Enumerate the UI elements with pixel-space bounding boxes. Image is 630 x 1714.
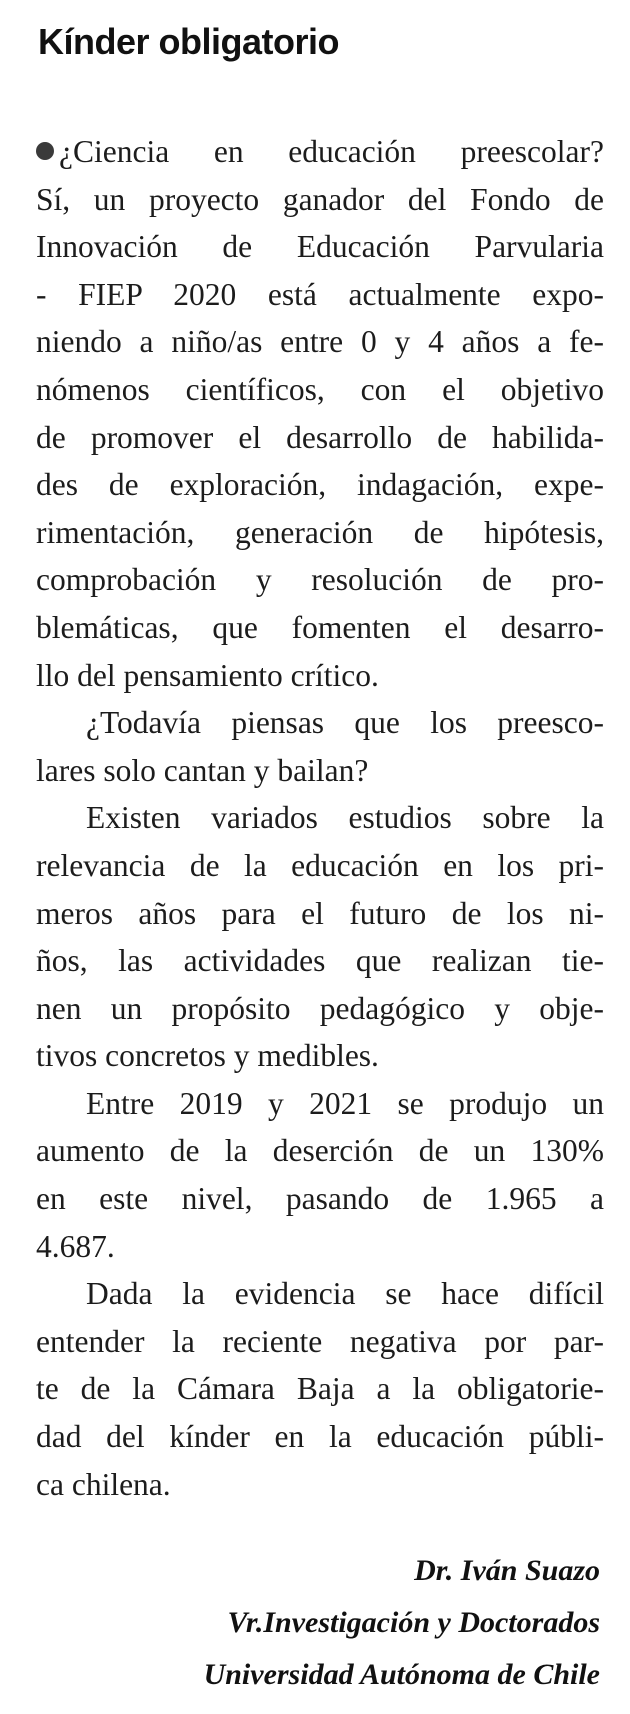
paragraph-line: Dada la evidencia se hace difícil bbox=[86, 1276, 604, 1312]
author-name: Dr. Iván Suazo bbox=[414, 1554, 600, 1587]
paragraph-line: aumento de la deserción de un 130% bbox=[36, 1133, 604, 1169]
paragraph-line: tivos concretos y medibles. bbox=[36, 1038, 379, 1074]
paragraph-line: niendo a niño/as entre 0 y 4 años a fe- bbox=[36, 324, 604, 360]
paragraph-line: ca chilena. bbox=[36, 1466, 171, 1502]
author-position: Vr.Investigación y Doctorados bbox=[227, 1606, 600, 1639]
paragraph-line: - FIEP 2020 está actualmente expo- bbox=[36, 276, 604, 312]
paragraph-line: rimentación, generación de hipótesis, bbox=[36, 514, 604, 550]
paragraph-line: nómenos científicos, con el objetivo bbox=[36, 371, 604, 407]
paragraph-3 bbox=[36, 794, 604, 1080]
article-body bbox=[36, 128, 604, 1508]
paragraph-1 bbox=[36, 128, 604, 699]
article bbox=[36, 0, 604, 1508]
signature-block bbox=[204, 1545, 600, 1701]
paragraph-line: te de la Cámara Baja a la obligatorie- bbox=[36, 1371, 604, 1407]
paragraph-line: comprobación y resolución de pro- bbox=[36, 562, 604, 598]
paragraph-line: ños, las actividades que realizan tie- bbox=[36, 943, 604, 979]
paragraph-line: Existen variados estudios sobre la bbox=[86, 800, 604, 836]
author-institution: Universidad Autónoma de Chile bbox=[203, 1658, 600, 1691]
paragraph-5 bbox=[36, 1270, 604, 1508]
paragraph-line: dad del kínder en la educación públi- bbox=[36, 1419, 604, 1455]
paragraph-line: Entre 2019 y 2021 se produjo un bbox=[86, 1085, 604, 1121]
bullet-icon bbox=[36, 142, 54, 160]
paragraph-line: entender la reciente negativa por par- bbox=[36, 1323, 604, 1359]
paragraph-line: en este nivel, pasando de 1.965 a bbox=[36, 1181, 604, 1217]
paragraph-line: Innovación de Educación Parvularia bbox=[36, 229, 604, 265]
paragraph-line: de promover el desarrollo de habilida- bbox=[36, 419, 604, 455]
paragraph-line: lares solo cantan y bailan? bbox=[36, 752, 369, 788]
paragraph-line: ¿Ciencia en educación preescolar? bbox=[36, 128, 604, 176]
headline: Kínder obligatorio bbox=[38, 21, 339, 62]
paragraph-line: meros años para el futuro de los ni- bbox=[36, 895, 604, 931]
paragraph-line: relevancia de la educación en los pri- bbox=[36, 847, 604, 883]
paragraph-line: des de exploración, indagación, expe- bbox=[36, 467, 604, 503]
paragraph-line: nen un propósito pedagógico y obje- bbox=[36, 990, 604, 1026]
paragraph-line: ¿Todavía piensas que los preesco- bbox=[86, 705, 604, 741]
paragraph-2 bbox=[36, 699, 604, 794]
paragraph-line: llo del pensamiento crítico. bbox=[36, 657, 379, 693]
paragraph-line: blemáticas, que fomenten el desarro- bbox=[36, 609, 604, 645]
paragraph-4 bbox=[36, 1080, 604, 1270]
paragraph-line: 4.687. bbox=[36, 1228, 115, 1264]
paragraph-line: Sí, un proyecto ganador del Fondo de bbox=[36, 181, 604, 217]
